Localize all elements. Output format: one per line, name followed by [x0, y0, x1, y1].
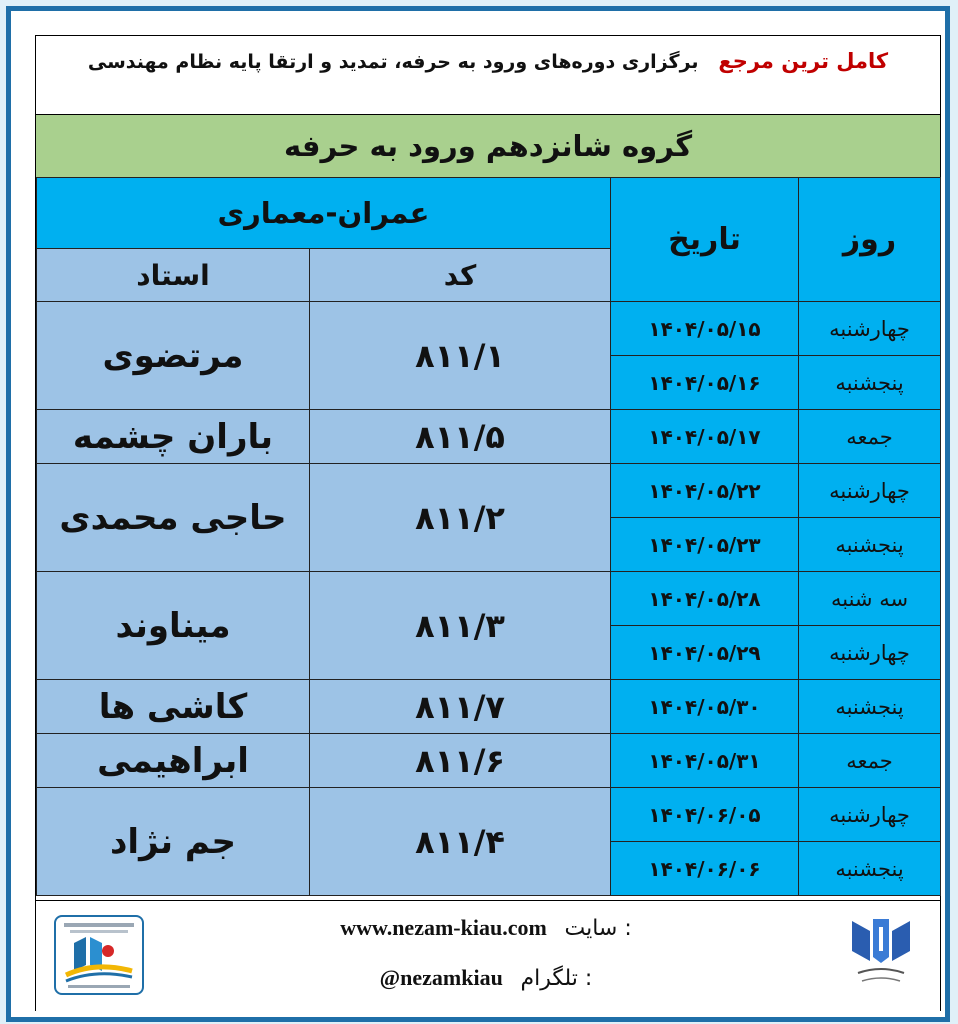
code-cell: ۸۱۱/۴: [310, 788, 611, 896]
research-center-logo-graphic: [56, 917, 142, 993]
day-column-header: روز: [799, 178, 941, 302]
date-cell: ۱۴۰۴/۰۵/۲۲: [611, 464, 799, 518]
teacher-column-header: استاد: [37, 249, 310, 302]
footer: [36, 900, 940, 1011]
date-cell: ۱۴۰۴/۰۵/۱۷: [611, 410, 799, 464]
day-cell: چهارشنبه: [799, 464, 941, 518]
website-line: [286, 915, 686, 941]
field-header: عمران-معماری: [37, 178, 611, 249]
table-row: [37, 572, 941, 626]
teacher-cell: باران چشمه: [37, 410, 310, 464]
day-cell: چهارشنبه: [799, 302, 941, 356]
day-cell: چهارشنبه: [799, 788, 941, 842]
header-text: برگزاری دوره‌های ورود به حرفه، تمدید و ارتقا پایه نظام مهندسی: [87, 51, 699, 73]
table-row: [37, 464, 941, 518]
date-cell: ۱۴۰۴/۰۵/۲۹: [611, 626, 799, 680]
teacher-cell: حاجی محمدی: [37, 464, 310, 572]
teacher-cell: کاشی ها: [37, 680, 310, 734]
code-cell: ۸۱۱/۷: [310, 680, 611, 734]
group-title: گروه شانزدهم ورود به حرفه: [36, 114, 940, 178]
table-row: [37, 788, 941, 842]
date-cell: ۱۴۰۴/۰۶/۰۶: [611, 842, 799, 896]
teacher-cell: جم نژاد: [37, 788, 310, 896]
day-cell: سه شنبه: [799, 572, 941, 626]
date-cell: ۱۴۰۴/۰۵/۱۵: [611, 302, 799, 356]
code-cell: ۸۱۱/۵: [310, 410, 611, 464]
azad-university-logo-graphic: [846, 913, 916, 993]
header: [36, 36, 940, 112]
telegram-label: تلگرام :: [520, 966, 593, 991]
code-cell: ۸۱۱/۳: [310, 572, 611, 680]
date-cell: ۱۴۰۴/۰۵/۳۱: [611, 734, 799, 788]
teacher-cell: میناوند: [37, 572, 310, 680]
teacher-cell: ابراهیمی: [37, 734, 310, 788]
day-cell: پنجشنبه: [799, 842, 941, 896]
day-cell: جمعه: [799, 410, 941, 464]
table-row: [37, 680, 941, 734]
page-frame: [6, 6, 950, 1022]
table-row: [37, 734, 941, 788]
day-cell: جمعه: [799, 734, 941, 788]
date-cell: ۱۴۰۴/۰۶/۰۵: [611, 788, 799, 842]
code-column-header: کد: [310, 249, 611, 302]
telegram-link[interactable]: @nezamkiau: [379, 965, 503, 990]
research-center-logo: [54, 915, 144, 995]
header-brand: کامل ترین مرجع: [718, 49, 889, 73]
telegram-line: [286, 965, 686, 991]
code-cell: ۸۱۱/۱: [310, 302, 611, 410]
day-cell: پنجشنبه: [799, 518, 941, 572]
date-cell: ۱۴۰۴/۰۵/۲۳: [611, 518, 799, 572]
code-cell: ۸۱۱/۶: [310, 734, 611, 788]
date-cell: ۱۴۰۴/۰۵/۱۶: [611, 356, 799, 410]
code-cell: ۸۱۱/۲: [310, 464, 611, 572]
date-column-header: تاریخ: [611, 178, 799, 302]
date-cell: ۱۴۰۴/۰۵/۲۸: [611, 572, 799, 626]
teacher-cell: مرتضوی: [37, 302, 310, 410]
schedule-table: [36, 177, 941, 896]
schedule-sheet: [35, 35, 941, 1011]
azad-university-logo: [846, 913, 916, 993]
table-row: [37, 302, 941, 356]
day-cell: پنجشنبه: [799, 356, 941, 410]
day-cell: پنجشنبه: [799, 680, 941, 734]
table-row: [37, 410, 941, 464]
date-cell: ۱۴۰۴/۰۵/۳۰: [611, 680, 799, 734]
day-cell: چهارشنبه: [799, 626, 941, 680]
website-link[interactable]: www.nezam-kiau.com: [340, 915, 547, 940]
website-label: سایت :: [564, 916, 632, 941]
